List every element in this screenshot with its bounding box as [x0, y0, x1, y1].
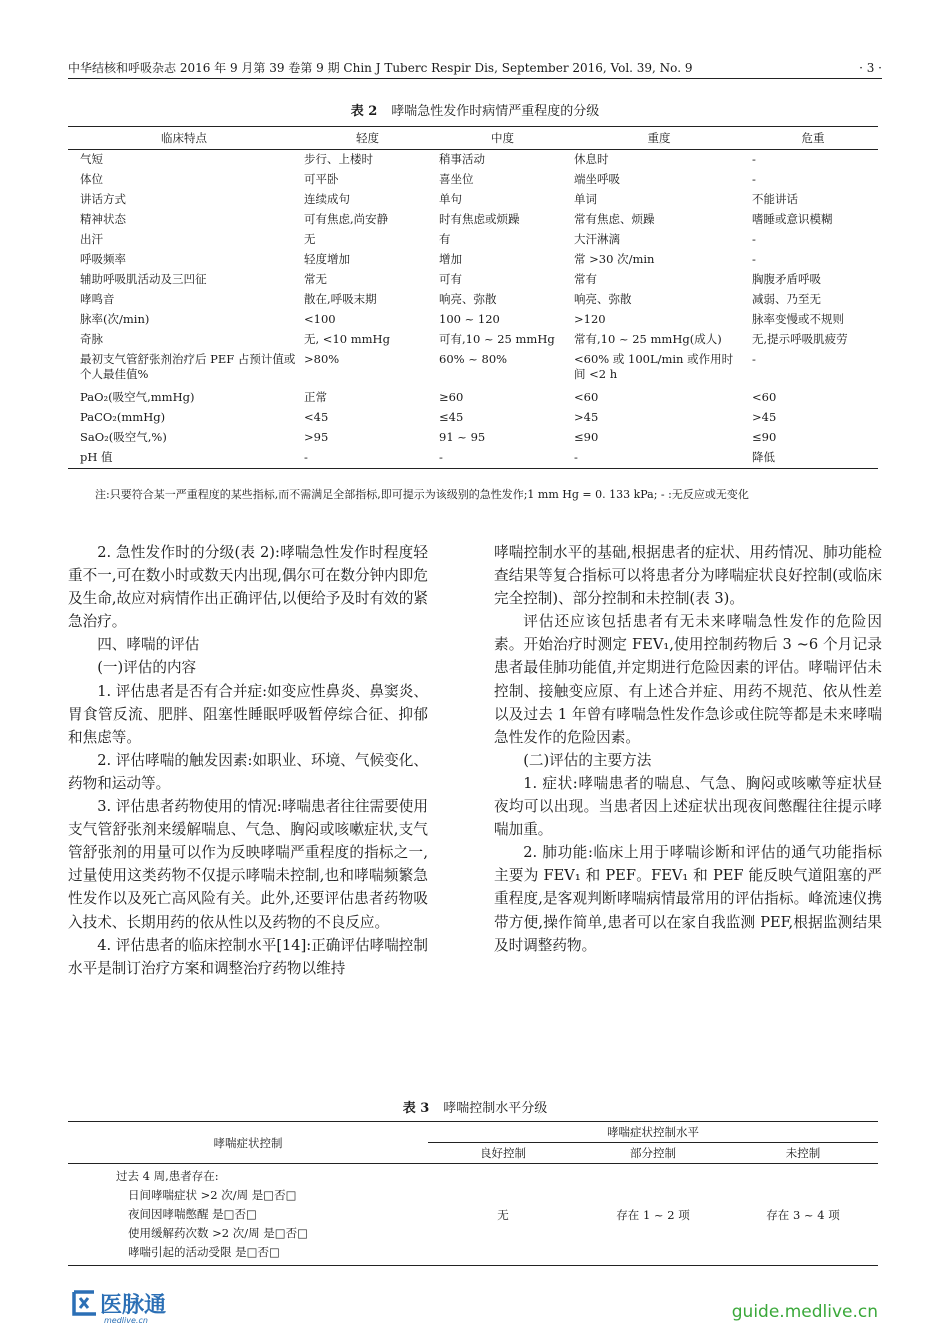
table-cell: 可有	[439, 272, 462, 286]
paragraph: 评估还应该包括患者有无未来哮喘急性发作的危险因素。开始治疗时测定 FEV₁,使用控制药物后 3 ~6 个月记录患者最佳肺功能值,并定期进行危险因素的评估。哮喘评估未控制、接触变应原、有上述合并症、用药不规范、依从性差以及过去 1 年曾有哮喘急性发作急诊或住院等都是未来哮喘急性发作的危险因素。	[494, 613, 882, 746]
table-cell: 无	[304, 232, 316, 246]
uncontrolled-value: 存在 3 ~ 4 项	[766, 1207, 840, 1222]
table-row	[68, 190, 878, 210]
table-cell: 常有	[574, 272, 597, 286]
table-cell: -	[435, 448, 570, 469]
table-cell: 无,提示呼吸肌疲劳	[752, 332, 848, 346]
table-cell: 常无	[304, 272, 327, 286]
paragraph: 3. 评估患者药物使用的情况:哮喘患者往往需要使用支气管舒张剂来缓解喘息、气急、胸闷或咳嗽症状,支气管舒张剂的用量可以作为反映哮喘严重程度的指标之一,过量使用这类药物不仅提示哮喘未控制,也和哮喘频繁急性发作以及死亡高风险有关。此外,还要评估患者药物吸入技术、长期用药的依从性以及药物的不良反应。	[68, 798, 428, 931]
table-row	[68, 408, 878, 428]
table-cell: 60% ~ 80%	[439, 352, 508, 366]
header-cell: 临床特点	[68, 127, 300, 150]
table-cell: 有	[439, 232, 451, 246]
paragraph: 1. 评估患者是否有合并症:如变应性鼻炎、鼻窦炎、胃食管反流、肥胖、阻塞性睡眠呼吸暂停综合征、抑郁和焦虑等。	[68, 682, 428, 746]
criteria-item: 哮喘引起的活动受限 是□否□	[128, 1245, 280, 1259]
table-cell: 连续成句	[304, 192, 350, 206]
row-label-cell: 精神状态	[80, 212, 126, 226]
table-cell: 增加	[439, 252, 462, 266]
row-label-cell: 呼吸频率	[80, 252, 126, 266]
paragraph: 1. 症状:哮喘患者的喘息、气急、胸闷或咳嗽等症状昼夜均可以出现。当患者因上述症状出现夜间憋醒往往提示哮喘加重。	[494, 774, 882, 839]
table-cell: 响亮、弥散	[574, 292, 632, 306]
table-row	[68, 210, 878, 230]
table-cell: ≤45	[439, 410, 464, 424]
row-label-cell: 气短	[80, 152, 103, 166]
table-row	[68, 290, 878, 310]
medlive-logo-icon	[70, 1286, 190, 1326]
table-cell: 步行、上楼时	[304, 152, 373, 166]
row-label-cell: 奇脉	[80, 332, 103, 346]
table-cell: ≤90	[574, 430, 599, 444]
table-cell: <60% 或 100L/min 或作用时间 <2 h	[574, 352, 734, 381]
table-cell: -	[752, 252, 756, 266]
table-row	[68, 150, 878, 171]
table-cell: 单句	[439, 192, 462, 206]
table2-note: 注:只要符合某一严重程度的某些指标,而不需满足全部指标,即可提示为该级别的急性发作;1 mm Hg = 0. 133 kPa; - :无反应或无变化	[95, 488, 749, 501]
table-cell: >45	[574, 410, 599, 424]
table-cell: <60	[752, 390, 777, 404]
row-label-cell: PaCO₂(mmHg)	[80, 410, 166, 424]
criteria-intro: 过去 4 周,患者存在:	[116, 1169, 219, 1183]
paragraph: 2. 急性发作时的分级(表 2):哮喘急性发作时程度轻重不一,可在数小时或数天内出现,偶尔可在数分钟内即危及生命,故应对病情作出正确评估,以便给予及时有效的紧急治疗。	[68, 544, 428, 631]
svg-text:medlive.cn: medlive.cn	[104, 1316, 148, 1325]
table-cell: >80%	[304, 352, 340, 366]
table-cell: 91 ~ 95	[439, 430, 486, 444]
table-cell: 胸腹矛盾呼吸	[752, 272, 821, 286]
table2-label: 表 2	[350, 104, 378, 119]
svg-text:医脉通: 医脉通	[100, 1293, 167, 1318]
table-cell: -	[300, 448, 435, 469]
table-cell: 不能讲话	[752, 192, 798, 206]
page-number: · 3 ·	[859, 61, 882, 75]
section-heading: 四、哮喘的评估	[97, 636, 200, 654]
table-cell: >120	[574, 312, 606, 326]
table-cell: 脉率变慢或不规则	[752, 312, 844, 326]
table-row	[68, 388, 878, 408]
table-cell: 可平卧	[304, 172, 339, 186]
row-label-cell: 体位	[80, 172, 103, 186]
table-cell: 大汗淋漓	[574, 232, 620, 246]
header-cell: 中度	[435, 127, 570, 150]
table-cell: 常有焦虑、烦躁	[574, 212, 655, 226]
control-level-group-header: 哮喘症状控制水平	[428, 1122, 878, 1143]
level-header: 未控制	[785, 1146, 821, 1160]
row-label-cell: pH 值	[68, 448, 300, 469]
table3-caption	[0, 1097, 950, 1116]
table-cell: 嗜睡或意识模糊	[752, 212, 833, 226]
row-label-cell: SaO₂(吸空气,%)	[80, 430, 167, 444]
site-url: guide.medlive.cn	[731, 1302, 878, 1322]
severity-table	[68, 126, 878, 469]
partly-controlled-value: 存在 1 ~ 2 项	[616, 1207, 690, 1222]
table-cell: 减弱、乃至无	[752, 292, 821, 306]
table-cell: 可有,10 ~ 25 mmHg	[439, 332, 555, 346]
paragraph: 哮喘控制水平的基础,根据患者的症状、用药情况、肺功能检查结果等复合指标可以将患者分为哮喘症状良好控制(或临床完全控制)、部分控制和未控制(表 3)。	[494, 544, 882, 608]
table-row	[68, 448, 878, 469]
well-controlled-value: 无	[497, 1207, 509, 1222]
table-cell: <45	[304, 410, 329, 424]
header-cell: 重度	[570, 127, 748, 150]
table-cell: 时有焦虑或烦躁	[439, 212, 520, 226]
table-row	[68, 350, 878, 388]
table-cell: 单词	[574, 192, 597, 206]
table-cell: >45	[752, 410, 777, 424]
table-cell: -	[752, 172, 756, 186]
table-cell: 降低	[748, 448, 878, 469]
table-row	[68, 310, 878, 330]
table-row	[68, 170, 878, 190]
table2-caption	[0, 100, 950, 119]
table-row	[68, 428, 878, 448]
table-cell: 100 ~ 120	[439, 312, 500, 326]
table-cell: 可有焦虑,尚安静	[304, 212, 389, 226]
level-header: 部分控制	[630, 1146, 676, 1160]
table-cell: >95	[304, 430, 329, 444]
row-label-cell: 辅助呼吸肌活动及三凹征	[80, 272, 207, 286]
paragraph: 4. 评估患者的临床控制水平[14]:正确评估哮喘控制水平是制订治疗方案和调整治疗药物以维持	[68, 936, 428, 977]
table-cell: -	[752, 152, 756, 166]
row-label-cell: 出汗	[80, 232, 103, 246]
table-row	[68, 330, 878, 350]
paragraph: 2. 肺功能:临床上用于哮喘诊断和评估的通气功能指标主要为 FEV₁ 和 PEF。FEV₁ 和 PEF 能反映气道阻塞的严重程度,是客观判断哮喘病情最常用的评估指标。峰流速仪携带方便,操作简单,患者可以在家自我监测 PEF,根据监测结果及时调整药物。	[494, 844, 882, 954]
row-label-cell: 哮鸣音	[80, 292, 115, 306]
row-label-cell: 脉率(次/min)	[80, 312, 150, 326]
journal-header: 中华结核和呼吸杂志 2016 年 9 月第 39 卷第 9 期 Chin J Tuberc Respir Dis, September 2016, Vol. 39, No. 9	[68, 61, 693, 75]
paragraph: 2. 评估哮喘的触发因素:如职业、环境、气候变化、药物和运动等。	[68, 751, 428, 792]
symptom-control-header: 哮喘症状控制	[68, 1122, 428, 1164]
header-cell: 轻度	[300, 127, 435, 150]
table-cell: 常有,10 ~ 25 mmHg(成人)	[574, 332, 722, 346]
table-cell: 无, <10 mmHg	[304, 332, 390, 346]
table-cell: 常 >30 次/min	[574, 252, 655, 266]
table-cell: 正常	[304, 390, 327, 404]
header-cell: 危重	[748, 127, 878, 150]
running-header	[68, 58, 882, 79]
table-cell: -	[752, 352, 756, 366]
control-level-table	[68, 1121, 878, 1266]
criteria-item: 夜间因哮喘憋醒 是□否□	[128, 1207, 257, 1221]
criteria-cell	[68, 1164, 428, 1266]
row-label-cell: 讲话方式	[80, 192, 126, 206]
table-cell: 稍事活动	[439, 152, 485, 166]
table-row	[68, 250, 878, 270]
right-column	[494, 541, 882, 957]
table3-title: 哮喘控制水平分级	[443, 1101, 548, 1116]
table-cell: 散在,呼吸末期	[304, 292, 377, 306]
table-cell: 端坐呼吸	[574, 172, 620, 186]
table2-title: 哮喘急性发作时病情严重程度的分级	[391, 104, 600, 119]
criteria-item: 使用缓解药次数 >2 次/周 是□否□	[128, 1226, 309, 1240]
level-header: 良好控制	[480, 1146, 526, 1160]
left-column	[68, 541, 428, 980]
table3-label: 表 3	[402, 1101, 430, 1116]
table-header-row	[68, 127, 878, 150]
table-cell: 休息时	[574, 152, 609, 166]
table-cell: <60	[574, 390, 599, 404]
table-cell: -	[752, 232, 756, 246]
criteria-item: 日间哮喘症状 >2 次/周 是□否□	[128, 1188, 297, 1202]
subsection-heading: (一)评估的内容	[97, 659, 197, 677]
table-row	[68, 230, 878, 250]
table-cell: ≤90	[752, 430, 777, 444]
table-cell: -	[570, 448, 748, 469]
medlive-logo	[70, 1286, 190, 1326]
row-label-cell: 最初支气管舒张剂治疗后 PEF 占预计值或个人最佳值%	[80, 352, 296, 381]
row-label-cell: PaO₂(吸空气,mmHg)	[80, 390, 195, 404]
table-cell: 轻度增加	[304, 252, 350, 266]
table-cell: <100	[304, 312, 336, 326]
table-row	[68, 270, 878, 290]
subsection-heading: (二)评估的主要方法	[523, 751, 652, 769]
table-cell: 喜坐位	[439, 172, 474, 186]
table-cell: 响亮、弥散	[439, 292, 497, 306]
table-cell: ≥60	[439, 390, 464, 404]
